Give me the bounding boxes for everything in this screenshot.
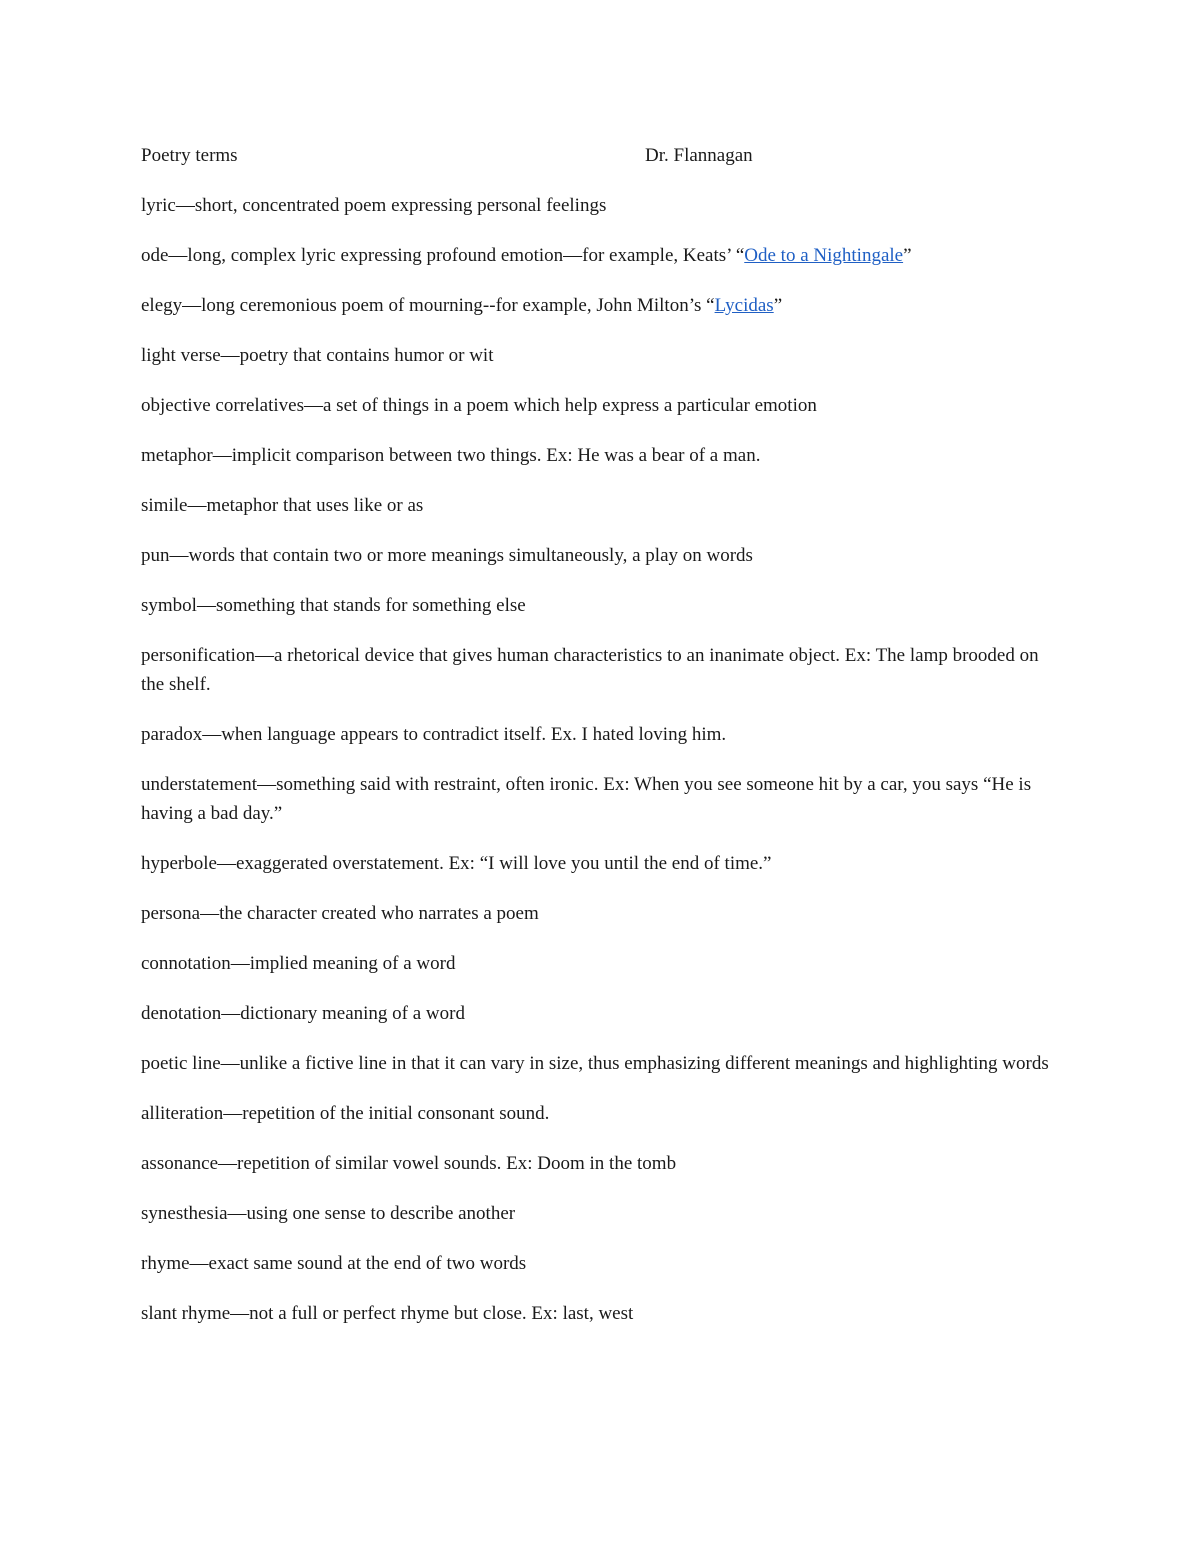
term-ode (141, 241, 1066, 270)
term-personification: personification—a rhetorical device that gives human characteristics to an inanimate object. Ex: The lamp brooded on the shelf. (141, 645, 1039, 695)
term-synesthesia: synesthesia—using one sense to describe another (141, 1203, 516, 1224)
term-hyperbole: hyperbole—exaggerated overstatement. Ex: “I will love you until the end of time.” (141, 853, 772, 874)
term-alliteration: alliteration—repetition of the initial consonant sound. (141, 1103, 550, 1124)
document-page (141, 141, 1066, 1349)
term-elegy-text: elegy—long ceremonious poem of mourning--for example, John Milton’s “ (141, 295, 715, 316)
term-persona: persona—the character created who narrates a poem (141, 903, 539, 924)
term-ode-text: ode—long, complex lyric expressing profound emotion—for example, Keats’ “ (141, 245, 745, 266)
term-light-verse: light verse—poetry that contains humor or wit (141, 345, 494, 366)
term-pun: pun—words that contain two or more meanings simultaneously, a play on words (141, 545, 753, 566)
document-header (141, 141, 1066, 171)
term-elegy (141, 291, 1066, 320)
link-lycidas[interactable]: Lycidas (714, 295, 774, 316)
term-ode-close-quote: ” (903, 245, 912, 266)
term-simile: simile—metaphor that uses like or as (141, 495, 424, 516)
term-lyric: lyric—short, concentrated poem expressing personal feelings (141, 195, 607, 216)
link-ode-to-a-nightingale[interactable]: Ode to a Nightingale (744, 245, 904, 266)
term-symbol: symbol—something that stands for something else (141, 595, 526, 616)
term-metaphor: metaphor—implicit comparison between two things. Ex: He was a bear of a man. (141, 445, 761, 466)
term-poetic-line: poetic line—unlike a fictive line in that it can vary in size, thus emphasizing different meanings and highlighting words (141, 1053, 1049, 1074)
term-objective-correlatives: objective correlatives—a set of things in a poem which help express a particular emotion (141, 395, 817, 416)
term-rhyme: rhyme—exact same sound at the end of two words (141, 1253, 527, 1274)
term-elegy-close-quote: ” (773, 295, 783, 316)
term-understatement: understatement—something said with restraint, often ironic. Ex: When you see someone hit by a car, you says “He is having a bad day.” (141, 774, 1032, 824)
document-title: Poetry terms (141, 145, 238, 166)
document-author: Dr. Flannagan (645, 145, 753, 166)
term-paradox: paradox—when language appears to contradict itself. Ex. I hated loving him. (141, 724, 727, 745)
term-assonance: assonance—repetition of similar vowel sounds. Ex: Doom in the tomb (141, 1153, 677, 1174)
term-denotation: denotation—dictionary meaning of a word (141, 1003, 465, 1024)
term-slant-rhyme: slant rhyme—not a full or perfect rhyme but close. Ex: last, west (141, 1303, 634, 1324)
term-connotation: connotation—implied meaning of a word (141, 953, 456, 974)
